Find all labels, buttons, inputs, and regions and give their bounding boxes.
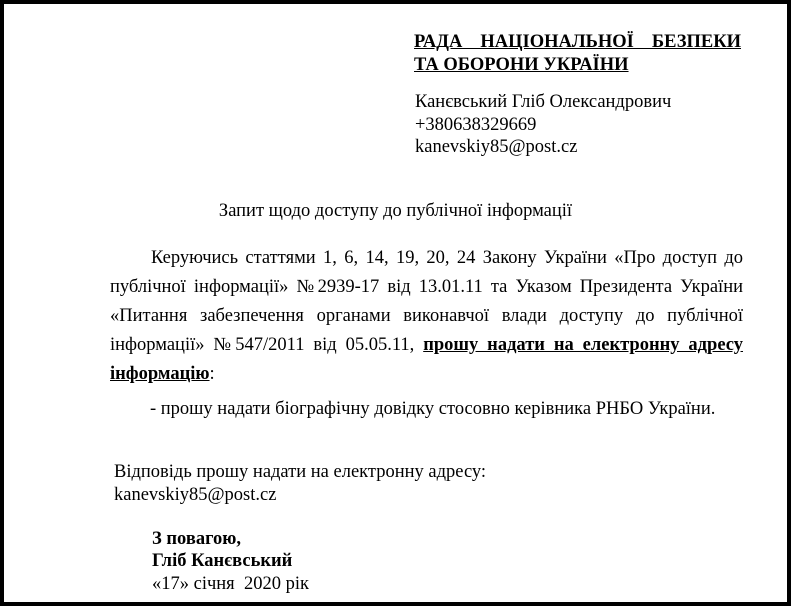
organization-name-line1: РАДА НАЦІОНАЛЬНОЇ БЕЗПЕКИ [414, 32, 741, 52]
request-item: - прошу надати біографічну довідку стосовно керівника РНБО України. [150, 399, 716, 419]
sender-name: Канєвський Гліб Олександрович [415, 92, 672, 112]
signature-closing: З повагою, [152, 529, 242, 549]
paragraph-emphasized-request: прошу надати на електронну адресу інформацію [110, 335, 743, 384]
signature-block [152, 528, 309, 595]
reply-instruction: Відповідь прошу надати на електронну адресу: [114, 462, 487, 482]
sender-contact-block [415, 91, 671, 159]
document-title: Запит щодо доступу до публічної інформації [218, 201, 573, 221]
paragraph-regular-text: Керуючись статтями 1, 6, 14, 19, 20, 24 Закону України «Про доступ до публічної інформації» №2939-17 від 13.01.11 та Указом Президента України «Питання забезпечення органами виконавчої влади доступу до публічної інформації» №547/2011 від 05.05.11, [110, 248, 743, 355]
reply-email: kanevskiy85@post.cz [114, 485, 277, 505]
legal-basis-paragraph [110, 244, 743, 389]
sender-email: kanevskiy85@post.cz [415, 137, 578, 157]
signature-date: «17» січня 2020 рік [152, 573, 309, 594]
signature-name: Гліб Канєвський [152, 551, 293, 572]
paragraph-colon: : [209, 364, 215, 384]
sender-phone: +380638329669 [415, 114, 537, 135]
reply-instruction-block [114, 461, 486, 507]
organization-header [414, 31, 741, 77]
organization-name-line2: ТА ОБОРОНИ УКРАЇНИ [414, 55, 629, 75]
